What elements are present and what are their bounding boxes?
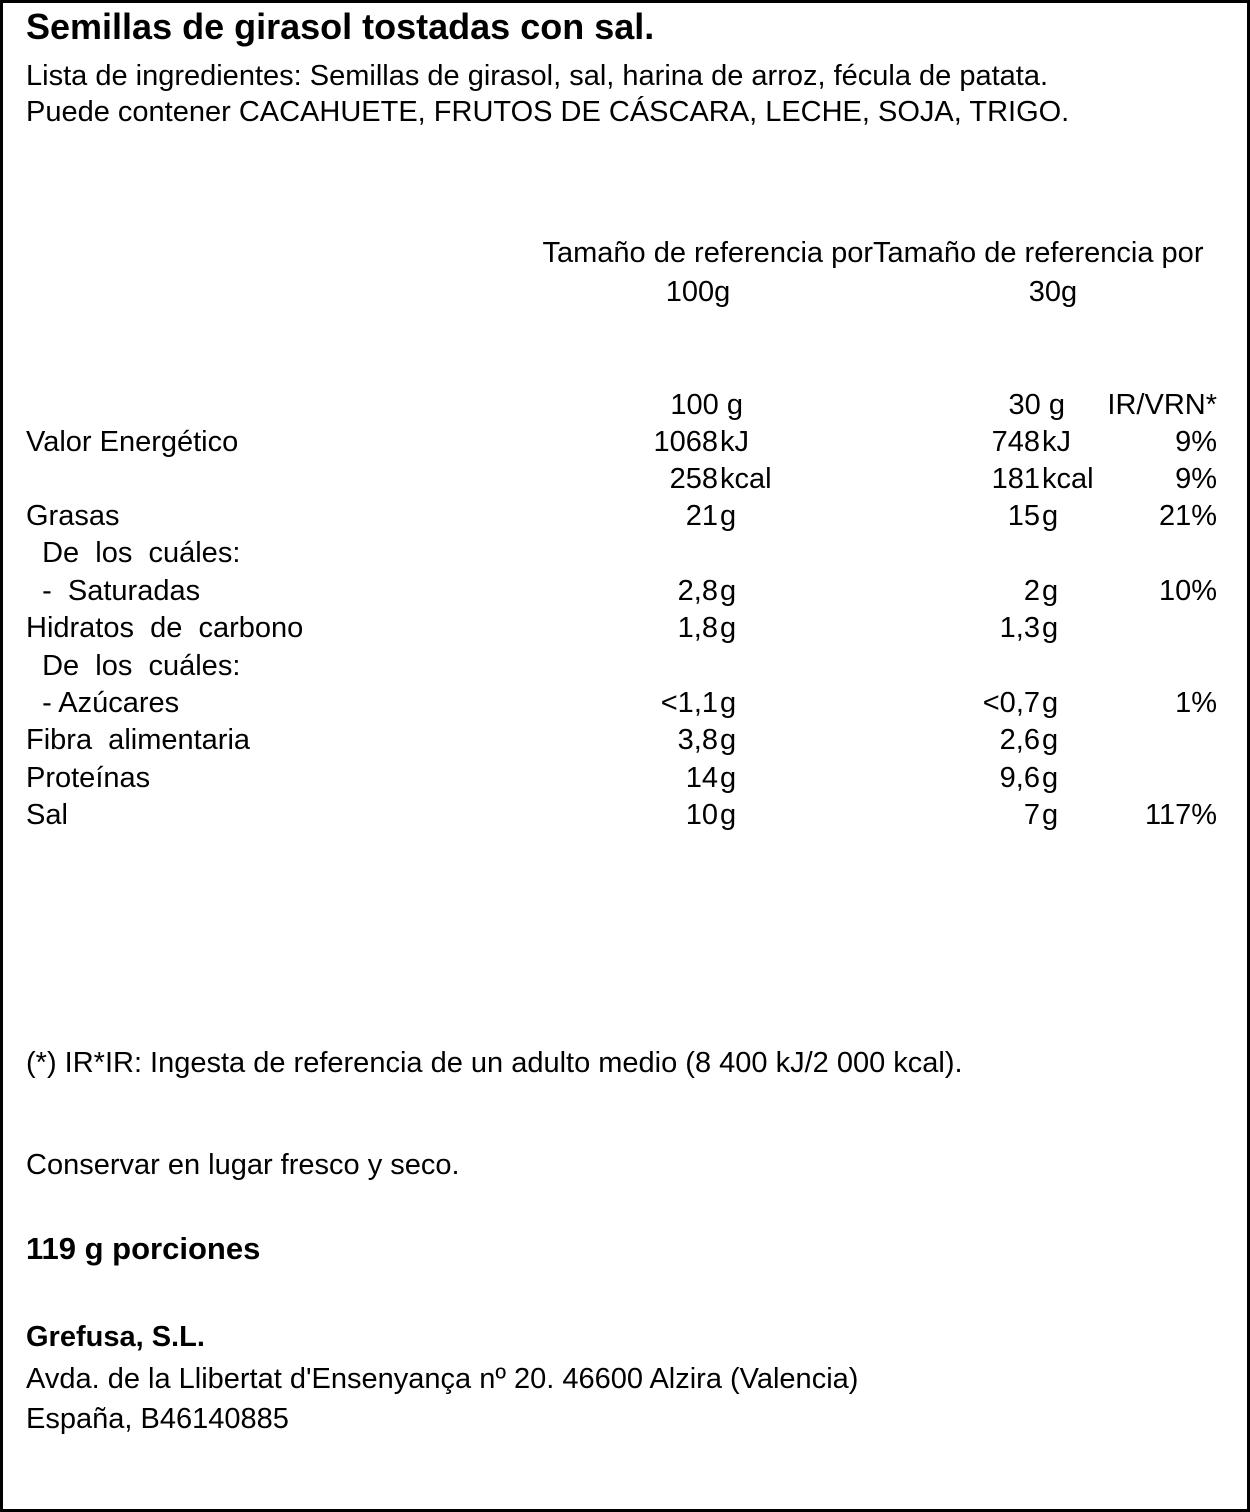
unit-30: kJ — [1042, 426, 1071, 458]
row-label: Fibra alimentaria — [26, 724, 251, 756]
value-ir: 117% — [1144, 799, 1217, 831]
value-100: 10 — [685, 799, 718, 831]
portions: 119 g porciones — [26, 1231, 261, 1266]
row-label: - Saturadas — [26, 575, 201, 607]
value-ir: 1% — [1175, 687, 1217, 719]
col-header-30g: 30 g — [1008, 389, 1065, 421]
row-label: Grasas — [26, 500, 120, 532]
value-100: 21 — [685, 500, 718, 532]
col-header-100g: 100 g — [670, 389, 743, 421]
value-30: 15 — [1007, 500, 1040, 532]
ingredients-list: Lista de ingredientes: Semillas de girasol, sal, harina de arroz, fécula de patata. — [26, 60, 1049, 92]
ref-header-100-line2: 100g — [665, 276, 731, 308]
row-label: Proteínas — [26, 762, 151, 794]
unit-100: g — [720, 724, 737, 756]
unit-30: g — [1042, 762, 1059, 794]
row-label: Valor Energético — [26, 426, 239, 458]
row-label: De los cuáles: — [26, 537, 241, 569]
unit-100: kJ — [720, 426, 749, 458]
value-100: 1,8 — [677, 612, 718, 644]
ref-header-100-line1: Tamaño de referencia por — [542, 237, 873, 269]
value-30: 7 — [1023, 799, 1040, 831]
unit-30: g — [1042, 500, 1059, 532]
unit-30: g — [1042, 687, 1059, 719]
value-100: 258 — [669, 463, 718, 495]
allergens-warning: Puede contener CACAHUETE, FRUTOS DE CÁSCARA, LECHE, SOJA, TRIGO. — [26, 96, 1070, 128]
row-label: Hidratos de carbono — [26, 612, 304, 644]
value-ir: 21% — [1158, 500, 1217, 532]
footnote: (*) IR*IR: Ingesta de referencia de un adulto medio (8 400 kJ/2 000 kcal). — [26, 1047, 963, 1079]
row-label: - Azúcares — [26, 687, 180, 719]
unit-30: g — [1042, 612, 1059, 644]
storage-instructions: Conservar en lugar fresco y seco. — [26, 1149, 460, 1181]
unit-30: g — [1042, 724, 1059, 756]
value-100: 3,8 — [677, 724, 718, 756]
value-ir: 9% — [1175, 463, 1217, 495]
unit-30: g — [1042, 575, 1059, 607]
company-name: Grefusa, S.L. — [26, 1321, 205, 1353]
unit-100: g — [720, 612, 737, 644]
value-30: <0,7 — [982, 687, 1040, 719]
value-100: 14 — [685, 762, 718, 794]
value-30: 9,6 — [999, 762, 1040, 794]
value-30: 2,6 — [999, 724, 1040, 756]
unit-100: g — [720, 799, 737, 831]
unit-100: g — [720, 575, 737, 607]
unit-100: g — [720, 500, 737, 532]
unit-100: g — [720, 762, 737, 794]
ref-header-30-line1: Tamaño de referencia por — [873, 237, 1204, 269]
unit-100: g — [720, 687, 737, 719]
product-title: Semillas de girasol tostadas con sal. — [26, 6, 655, 47]
unit-30: kcal — [1042, 463, 1094, 495]
value-100: <1,1 — [660, 687, 718, 719]
value-30: 181 — [991, 463, 1040, 495]
col-header-ir: IR/VRN* — [1107, 389, 1217, 421]
value-30: 2 — [1023, 575, 1040, 607]
row-label: Sal — [26, 799, 68, 831]
unit-100: kcal — [720, 463, 772, 495]
row-label: De los cuáles: — [26, 650, 241, 682]
ref-header-30-line2: 30g — [1028, 276, 1078, 308]
value-ir: 10% — [1158, 575, 1217, 607]
unit-30: g — [1042, 799, 1059, 831]
company-address: Avda. de la Llibertat d'Ensenyança nº 20. 46600 Alzira (Valencia) — [26, 1363, 859, 1395]
company-country-id: España, B46140885 — [26, 1403, 289, 1435]
value-100: 2,8 — [677, 575, 718, 607]
value-100: 1068 — [653, 426, 718, 458]
value-ir: 9% — [1175, 426, 1217, 458]
value-30: 1,3 — [999, 612, 1040, 644]
value-30: 748 — [991, 426, 1040, 458]
